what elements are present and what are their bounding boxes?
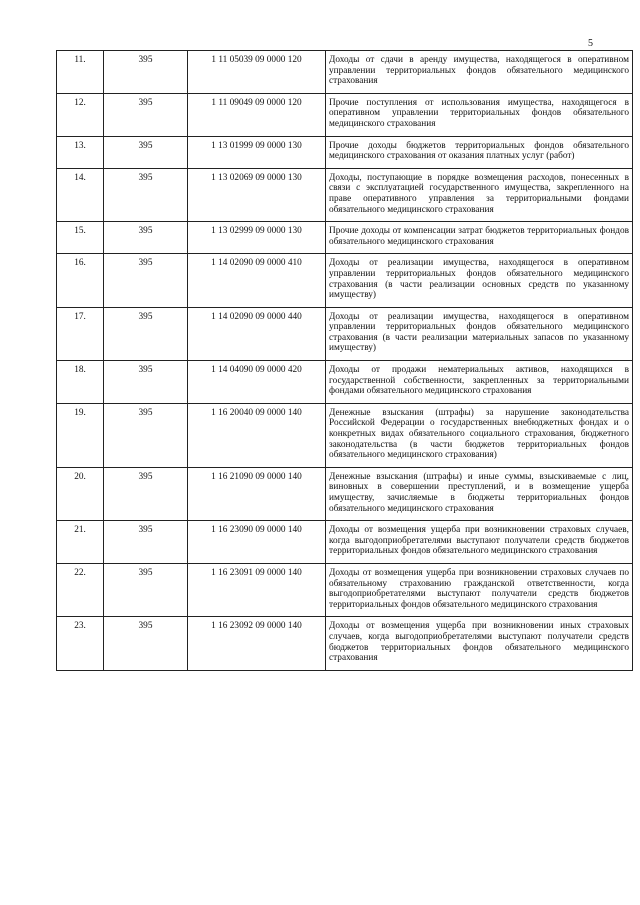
admin-code-cell: 395 (104, 563, 188, 616)
income-code-cell: 1 13 02999 09 0000 130 (188, 222, 326, 254)
table-row (57, 403, 633, 467)
income-name-cell: Доходы от сдачи в аренду имущества, находящегося в оперативном управлении территориальных фондов обязательного медицинского страхования (326, 51, 633, 94)
income-name-cell: Денежные взыскания (штрафы) и иные суммы, взыскиваемые с лиц, виновных в совершении преступлений, и в возмещение ущерба имуществу, зачисляемые в бюджеты территориальных фондов обязательного медицинского страхования (326, 467, 633, 520)
income-code-cell: 1 11 09049 09 0000 120 (188, 93, 326, 136)
income-name-cell: Доходы от продажи нематериальных активов, находящихся в государственной собственности, закрепленных за территориальными фондами обязательного медицинского страхования (326, 361, 633, 404)
row-number-cell: 23. (57, 617, 104, 670)
income-code-cell: 1 11 05039 09 0000 120 (188, 51, 326, 94)
table-row (57, 307, 633, 360)
admin-code-cell: 395 (104, 521, 188, 564)
admin-code-cell: 395 (104, 51, 188, 94)
admin-code-cell: 395 (104, 361, 188, 404)
income-code-cell: 1 16 23090 09 0000 140 (188, 521, 326, 564)
income-name-cell: Прочие доходы от компенсации затрат бюджетов территориальных фондов обязательного медицинского страхования (326, 222, 633, 254)
income-code-cell: 1 13 01999 09 0000 130 (188, 136, 326, 168)
table-row (57, 168, 633, 221)
admin-code-cell: 395 (104, 136, 188, 168)
row-number-cell: 12. (57, 93, 104, 136)
table-row (57, 361, 633, 404)
table-row (57, 617, 633, 670)
table-row (57, 521, 633, 564)
income-name-cell: Доходы от возмещения ущерба при возникновении иных страховых случаев, когда выгодоприобретателями выступают получатели средств бюджетов территориальных фондов обязательного медицинского страхования (326, 617, 633, 670)
income-name-cell: Доходы от реализации имущества, находящегося в оперативном управлении территориальных фондов обязательного медицинского страхования (в части реализации материальных запасов по указанному имуществу) (326, 307, 633, 360)
income-codes-table (56, 50, 633, 671)
income-name-cell: Доходы от возмещения ущерба при возникновении страховых случаев по обязательному страхованию гражданской ответственности, когда выгодоприобретателями выступают получатели средств бюджетов территориальных фондов обязательного медицинского страхования (326, 563, 633, 616)
income-code-cell: 1 16 23091 09 0000 140 (188, 563, 326, 616)
row-number-cell: 11. (57, 51, 104, 94)
income-code-cell: 1 13 02069 09 0000 130 (188, 168, 326, 221)
row-number-cell: 21. (57, 521, 104, 564)
income-name-cell: Прочие доходы бюджетов территориальных фондов обязательного медицинского страхования от оказания платных услуг (работ) (326, 136, 633, 168)
row-number-cell: 20. (57, 467, 104, 520)
table-body (57, 51, 633, 671)
table-row (57, 136, 633, 168)
table-row (57, 254, 633, 307)
table-row (57, 93, 633, 136)
table-row (57, 222, 633, 254)
income-name-cell: Доходы, поступающие в порядке возмещения расходов, понесенных в связи с эксплуатацией государственного имущества, закрепленного на праве оперативного управления за территориальными фондами обязательного медицинского страхования (326, 168, 633, 221)
row-number-cell: 15. (57, 222, 104, 254)
income-code-cell: 1 14 02090 09 0000 440 (188, 307, 326, 360)
admin-code-cell: 395 (104, 254, 188, 307)
income-code-cell: 1 16 20040 09 0000 140 (188, 403, 326, 467)
admin-code-cell: 395 (104, 168, 188, 221)
row-number-cell: 17. (57, 307, 104, 360)
admin-code-cell: 395 (104, 467, 188, 520)
admin-code-cell: 395 (104, 403, 188, 467)
row-number-cell: 22. (57, 563, 104, 616)
row-number-cell: 13. (57, 136, 104, 168)
income-code-cell: 1 16 21090 09 0000 140 (188, 467, 326, 520)
income-name-cell: Прочие поступления от использования имущества, находящегося в оперативном управлении территориальных фондов обязательного медицинского страхования (326, 93, 633, 136)
row-number-cell: 16. (57, 254, 104, 307)
table-row (57, 563, 633, 616)
income-code-cell: 1 14 02090 09 0000 410 (188, 254, 326, 307)
table-row (57, 51, 633, 94)
income-name-cell: Доходы от возмещения ущерба при возникновении страховых случаев, когда выгодоприобретателями выступают получатели средств бюджетов территориальных фондов обязательного медицинского страхования (326, 521, 633, 564)
row-number-cell: 19. (57, 403, 104, 467)
income-code-cell: 1 16 23092 09 0000 140 (188, 617, 326, 670)
admin-code-cell: 395 (104, 222, 188, 254)
table-row (57, 467, 633, 520)
income-code-cell: 1 14 04090 09 0000 420 (188, 361, 326, 404)
row-number-cell: 14. (57, 168, 104, 221)
admin-code-cell: 395 (104, 93, 188, 136)
page-number: 5 (588, 38, 593, 49)
admin-code-cell: 395 (104, 307, 188, 360)
admin-code-cell: 395 (104, 617, 188, 670)
row-number-cell: 18. (57, 361, 104, 404)
income-name-cell: Денежные взыскания (штрафы) за нарушение законодательства Российской Федерации о государственных внебюджетных фондах и о конкретных видах обязательного социального страхования, бюджетного законодательства (в части бюджетов территориальных фондов обязательного медицинского страхования) (326, 403, 633, 467)
income-name-cell: Доходы от реализации имущества, находящегося в оперативном управлении территориальных фондов обязательного медицинского страхования (в части реализации основных средств по указанному имуществу) (326, 254, 633, 307)
